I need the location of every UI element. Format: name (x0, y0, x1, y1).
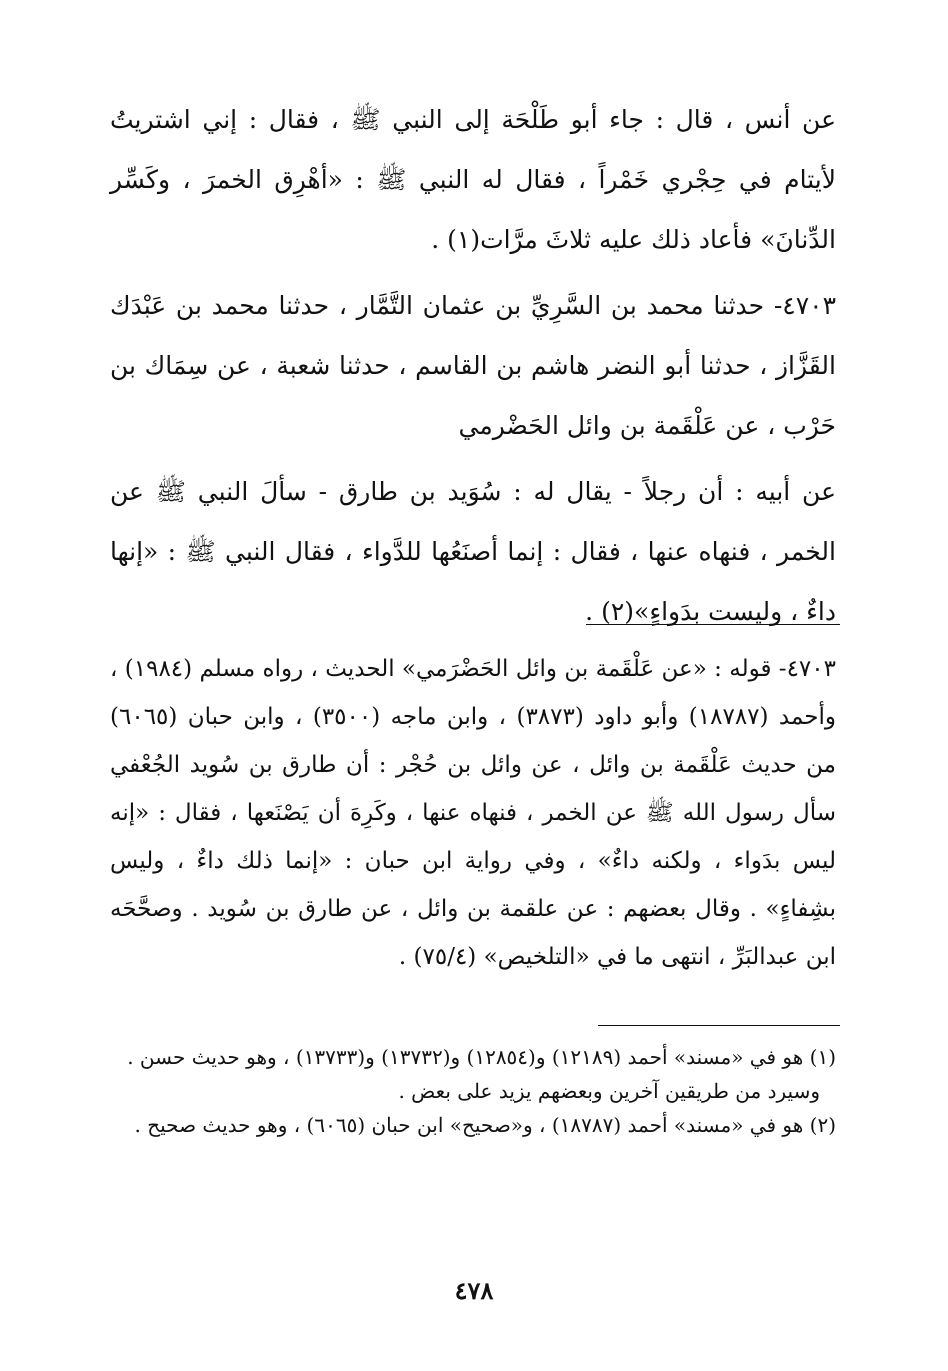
hadith-4702-ending: عن أنس ، قال : جاء أبو طَلْحَة إلى النبي ﷺ ، فقال : إني اشتريتُ لأيتام في حِجْري خَمْراً ، فقال له النبي ﷺ : «أهْرِق الخمرَ ، وكَسِّر الدِّنانَ» فأعاد ذلك عليه ثلاثَ مرَّات(١) . (110, 105, 836, 254)
footnote-1-extra: وسيرد من طريقين آخرين وبعضهم يزيد على بعض . (398, 1079, 820, 1103)
page-number: ٤٧٨ (454, 1276, 494, 1305)
footnote-divider (598, 1025, 840, 1026)
hadith-4703-isnad: ٤٧٠٣- حدثنا محمد بن السَّرِيِّ بن عثمان التَّمَّار ، حدثنا محمد بن عَبْدَك القَزَّاز ، حدثنا أبو النضر هاشم بن القاسم ، حدثنا شعبة ، عن سِمَاك بن حَرْب ، عن عَلْقَمة بن وائل الحَضْرمي (110, 291, 836, 440)
commentary-block (110, 645, 836, 981)
commentary-divider (586, 624, 840, 625)
footnote-1: (١) هو في «مسند» أحمد (١٢١٨٩) و(١٢٨٥٤) و(١٣٧٣٢) و(١٣٧٣٣) ، وهو حديث حسن . (127, 1045, 836, 1069)
footnote-2: (٢) هو في «مسند» أحمد (١٨٧٨٧) ، و«صحيح» ابن حبان (٦٠٦٥) ، وهو حديث صحيح . (134, 1113, 836, 1137)
commentary-note-4703: ٤٧٠٣- قوله : «عن عَلْقَمة بن وائل الحَضْرَمي» الحديث ، رواه مسلم (١٩٨٤) ، وأحمد (١٨٧٨٧) وأبو داود (٣٨٧٣) ، وابن ماجه (٣٥٠٠) ، وابن حبان (٦٠٦٥) من حديث عَلْقَمة بن وائل ، عن وائل بن حُجْر : أن طارق بن سُويد الجُعْفي سأل رسول الله ﷺ عن الخمر ، فنهاه عنها ، وكَرِهَ أن يَصْنَعها ، فقال : «إنه ليس بدَواء ، ولكنه داءٌ» ، وفي رواية ابن حبان : «إنما ذلك داءٌ ، وليس بشِفاءٍ» . وقال بعضهم : عن علقمة بن وائل ، عن طارق بن سُويد . وصحَّحَه ابن عبدالبَرِّ ، انتهى ما في «التلخيص» (٧٥/٤) . (110, 656, 836, 970)
main-text-block (110, 90, 836, 642)
hadith-4703-matn: عن أبيه : أن رجلاً - يقال له : سُوَيد بن طارق - سألَ النبي ﷺ عن الخمر ، فنهاه عنها ، فقال : إنما أصنَعُها للدَّواء ، فقال النبي ﷺ : «إنها داءٌ ، وليست بدَواءٍ»(٢) . (110, 477, 836, 626)
footnotes-block (110, 1040, 836, 1142)
